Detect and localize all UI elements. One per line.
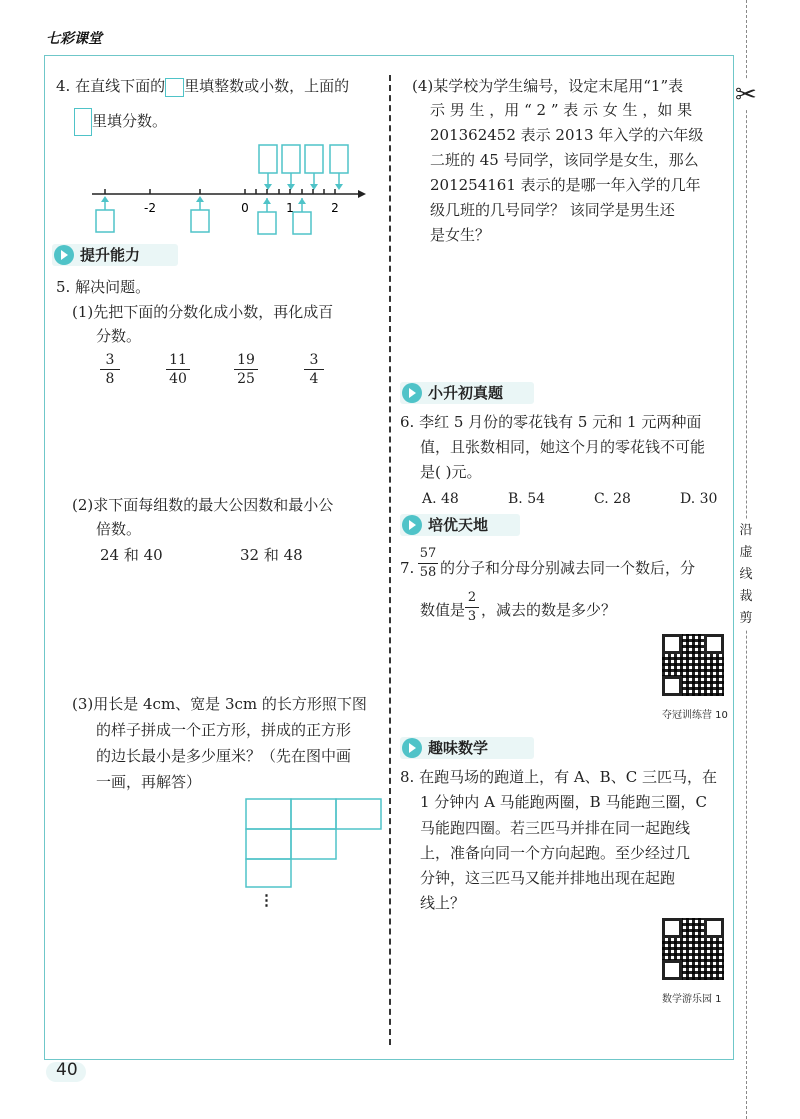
q5-part3: 的边长最小是多少厘米？（先在图中画: [96, 747, 352, 765]
axis-label: 2: [331, 201, 339, 215]
rectangle-diagram: [244, 797, 384, 889]
number-group: 32 和 48: [240, 546, 303, 564]
side-char: 裁: [739, 589, 753, 604]
denominator: 40: [169, 371, 187, 387]
fraction: [465, 590, 479, 625]
side-char: 线: [739, 567, 753, 582]
q7-number: 7.: [400, 559, 415, 577]
q4-line2: [74, 108, 167, 136]
rectangle: [246, 799, 291, 829]
q5-title: 5. 解决问题。: [56, 278, 151, 296]
rectangle: [291, 799, 336, 829]
answer-box[interactable]: [165, 78, 184, 97]
fraction-box[interactable]: [330, 145, 348, 173]
qr-label: 数学游乐园 1: [662, 994, 722, 1005]
qr-label: 夺冠训练营 10: [662, 710, 728, 721]
q4-part4: (4)某学校为学生编号，设定末尾用“1”表: [412, 77, 684, 95]
section-badge: [400, 737, 534, 759]
q8-text: 分钟，这三匹马又能并排地出现在起跑: [420, 869, 676, 887]
column-divider: [389, 75, 391, 1045]
q5-part3: 一画，再解答）: [96, 773, 202, 791]
fraction-box[interactable]: [259, 145, 277, 173]
axis-label: 0: [241, 201, 249, 215]
rectangle: [336, 799, 381, 829]
q6-text: 值，且张数相同，她这个月的零花钱不可能: [420, 438, 706, 456]
q5-part2: (2)求下面每组数的最大公因数和最小公: [72, 496, 334, 514]
number-box[interactable]: [96, 210, 114, 232]
option-c[interactable]: C. 28: [594, 491, 631, 507]
section-badge: [52, 244, 178, 266]
q4-line1: [56, 74, 349, 98]
play-icon: [402, 383, 422, 403]
q5-part1: (1)先把下面的分数化成小数，再化成百: [72, 303, 334, 321]
side-char: 虚: [739, 545, 753, 560]
brand-logo: 七彩课堂: [46, 31, 102, 47]
denominator: 58: [419, 565, 437, 580]
fraction: [304, 352, 324, 387]
q8-text: 8. 在跑马场的跑道上，有 A、B、C 三匹马，在: [400, 768, 717, 786]
cut-instruction: [736, 520, 756, 630]
q5-part2: 倍数。: [96, 520, 142, 538]
numerator: 57: [419, 546, 437, 561]
q4-part4: 201254161 表示的是哪一年入学的几年: [430, 176, 701, 194]
q8-text: 线上？: [420, 894, 466, 912]
number-box[interactable]: [293, 212, 311, 234]
option-a[interactable]: A. 48: [422, 491, 459, 507]
section-title: 趣味数学: [428, 739, 489, 757]
option-b[interactable]: B. 54: [508, 491, 546, 507]
number-box[interactable]: [258, 212, 276, 234]
rectangle: [246, 859, 291, 887]
side-char: 沿: [739, 523, 753, 538]
q6-text: 是( )元。: [420, 463, 482, 481]
play-icon: [54, 245, 74, 265]
denominator: 25: [237, 371, 255, 387]
section-title: 提升能力: [80, 246, 141, 264]
q8-text: 1 分钟内 A 马能跑两圈，B 马能跑三圈，C: [420, 793, 707, 811]
q7-text: 数值是: [420, 601, 466, 619]
rectangle: [246, 829, 291, 859]
q8-text: 上，准备向同一个方向起跑。至少经过几: [420, 844, 691, 862]
q5-part1: 分数。: [96, 327, 142, 345]
play-icon: [402, 738, 422, 758]
q4-part4: 二班的 45 号同学，该同学是女生，那么: [430, 151, 699, 169]
play-icon: [402, 515, 422, 535]
section-title: 小升初真题: [428, 384, 504, 402]
rectangle: [291, 829, 336, 859]
fraction: [418, 546, 438, 581]
numerator: 11: [169, 352, 187, 368]
q7-text: ，减去的数是多少？: [481, 601, 617, 619]
answer-box[interactable]: [74, 108, 92, 136]
numerator: 3: [105, 352, 115, 368]
qr-code[interactable]: [662, 918, 724, 980]
section-badge: [400, 514, 520, 536]
page-number: 40: [56, 1060, 78, 1080]
fraction: [166, 352, 190, 387]
q4-part4: 级几班的几号同学？ 该同学是男生还: [430, 201, 675, 219]
q4-text: 里填整数或小数，上面的: [184, 77, 350, 95]
number-group: 24 和 40: [100, 546, 163, 564]
q6-text: 6. 李红 5 月份的零花钱有 5 元和 1 元两种面: [400, 413, 702, 431]
denominator: 3: [467, 609, 477, 624]
q4-text: 里填分数。: [92, 112, 168, 130]
axis-label: -2: [144, 201, 156, 215]
axis-label: 1: [286, 201, 294, 215]
q4-part4: 示 男 生 ，用 “ 2 ” 表 示 女 生 ，如 果: [430, 101, 693, 119]
qr-code[interactable]: [662, 634, 724, 696]
q5-part3: (3)用长是 4cm、宽是 3cm 的长方形照下图: [72, 695, 367, 713]
side-char: 剪: [739, 611, 753, 626]
fraction: [100, 352, 120, 387]
section-title: 培优天地: [428, 516, 489, 534]
scissors-icon: ✂: [735, 80, 757, 110]
q8-text: 马能跑四圈。若三匹马并排在同一起跑线: [420, 819, 691, 837]
fraction-box[interactable]: [305, 145, 323, 173]
q4-part4: 201362452 表示 2013 年入学的六年级: [430, 126, 704, 144]
q7-text: 的分子和分母分别减去同一个数后，分: [440, 559, 696, 577]
number-box[interactable]: [191, 210, 209, 232]
number-line: [90, 140, 370, 240]
numerator: 3: [309, 352, 319, 368]
q4-part4: 是女生？: [430, 226, 491, 244]
q4-text: 4. 在直线下面的: [56, 77, 166, 95]
fraction-box[interactable]: [282, 145, 300, 173]
numerator: 2: [467, 590, 477, 605]
option-d[interactable]: D. 30: [680, 491, 718, 507]
denominator: 4: [309, 371, 319, 387]
section-badge: [400, 382, 534, 404]
denominator: 8: [105, 371, 115, 387]
ellipsis: ⋮: [259, 891, 274, 909]
fraction: [234, 352, 258, 387]
numerator: 19: [237, 352, 255, 368]
q5-part3: 的样子拼成一个正方形，拼成的正方形: [96, 721, 352, 739]
